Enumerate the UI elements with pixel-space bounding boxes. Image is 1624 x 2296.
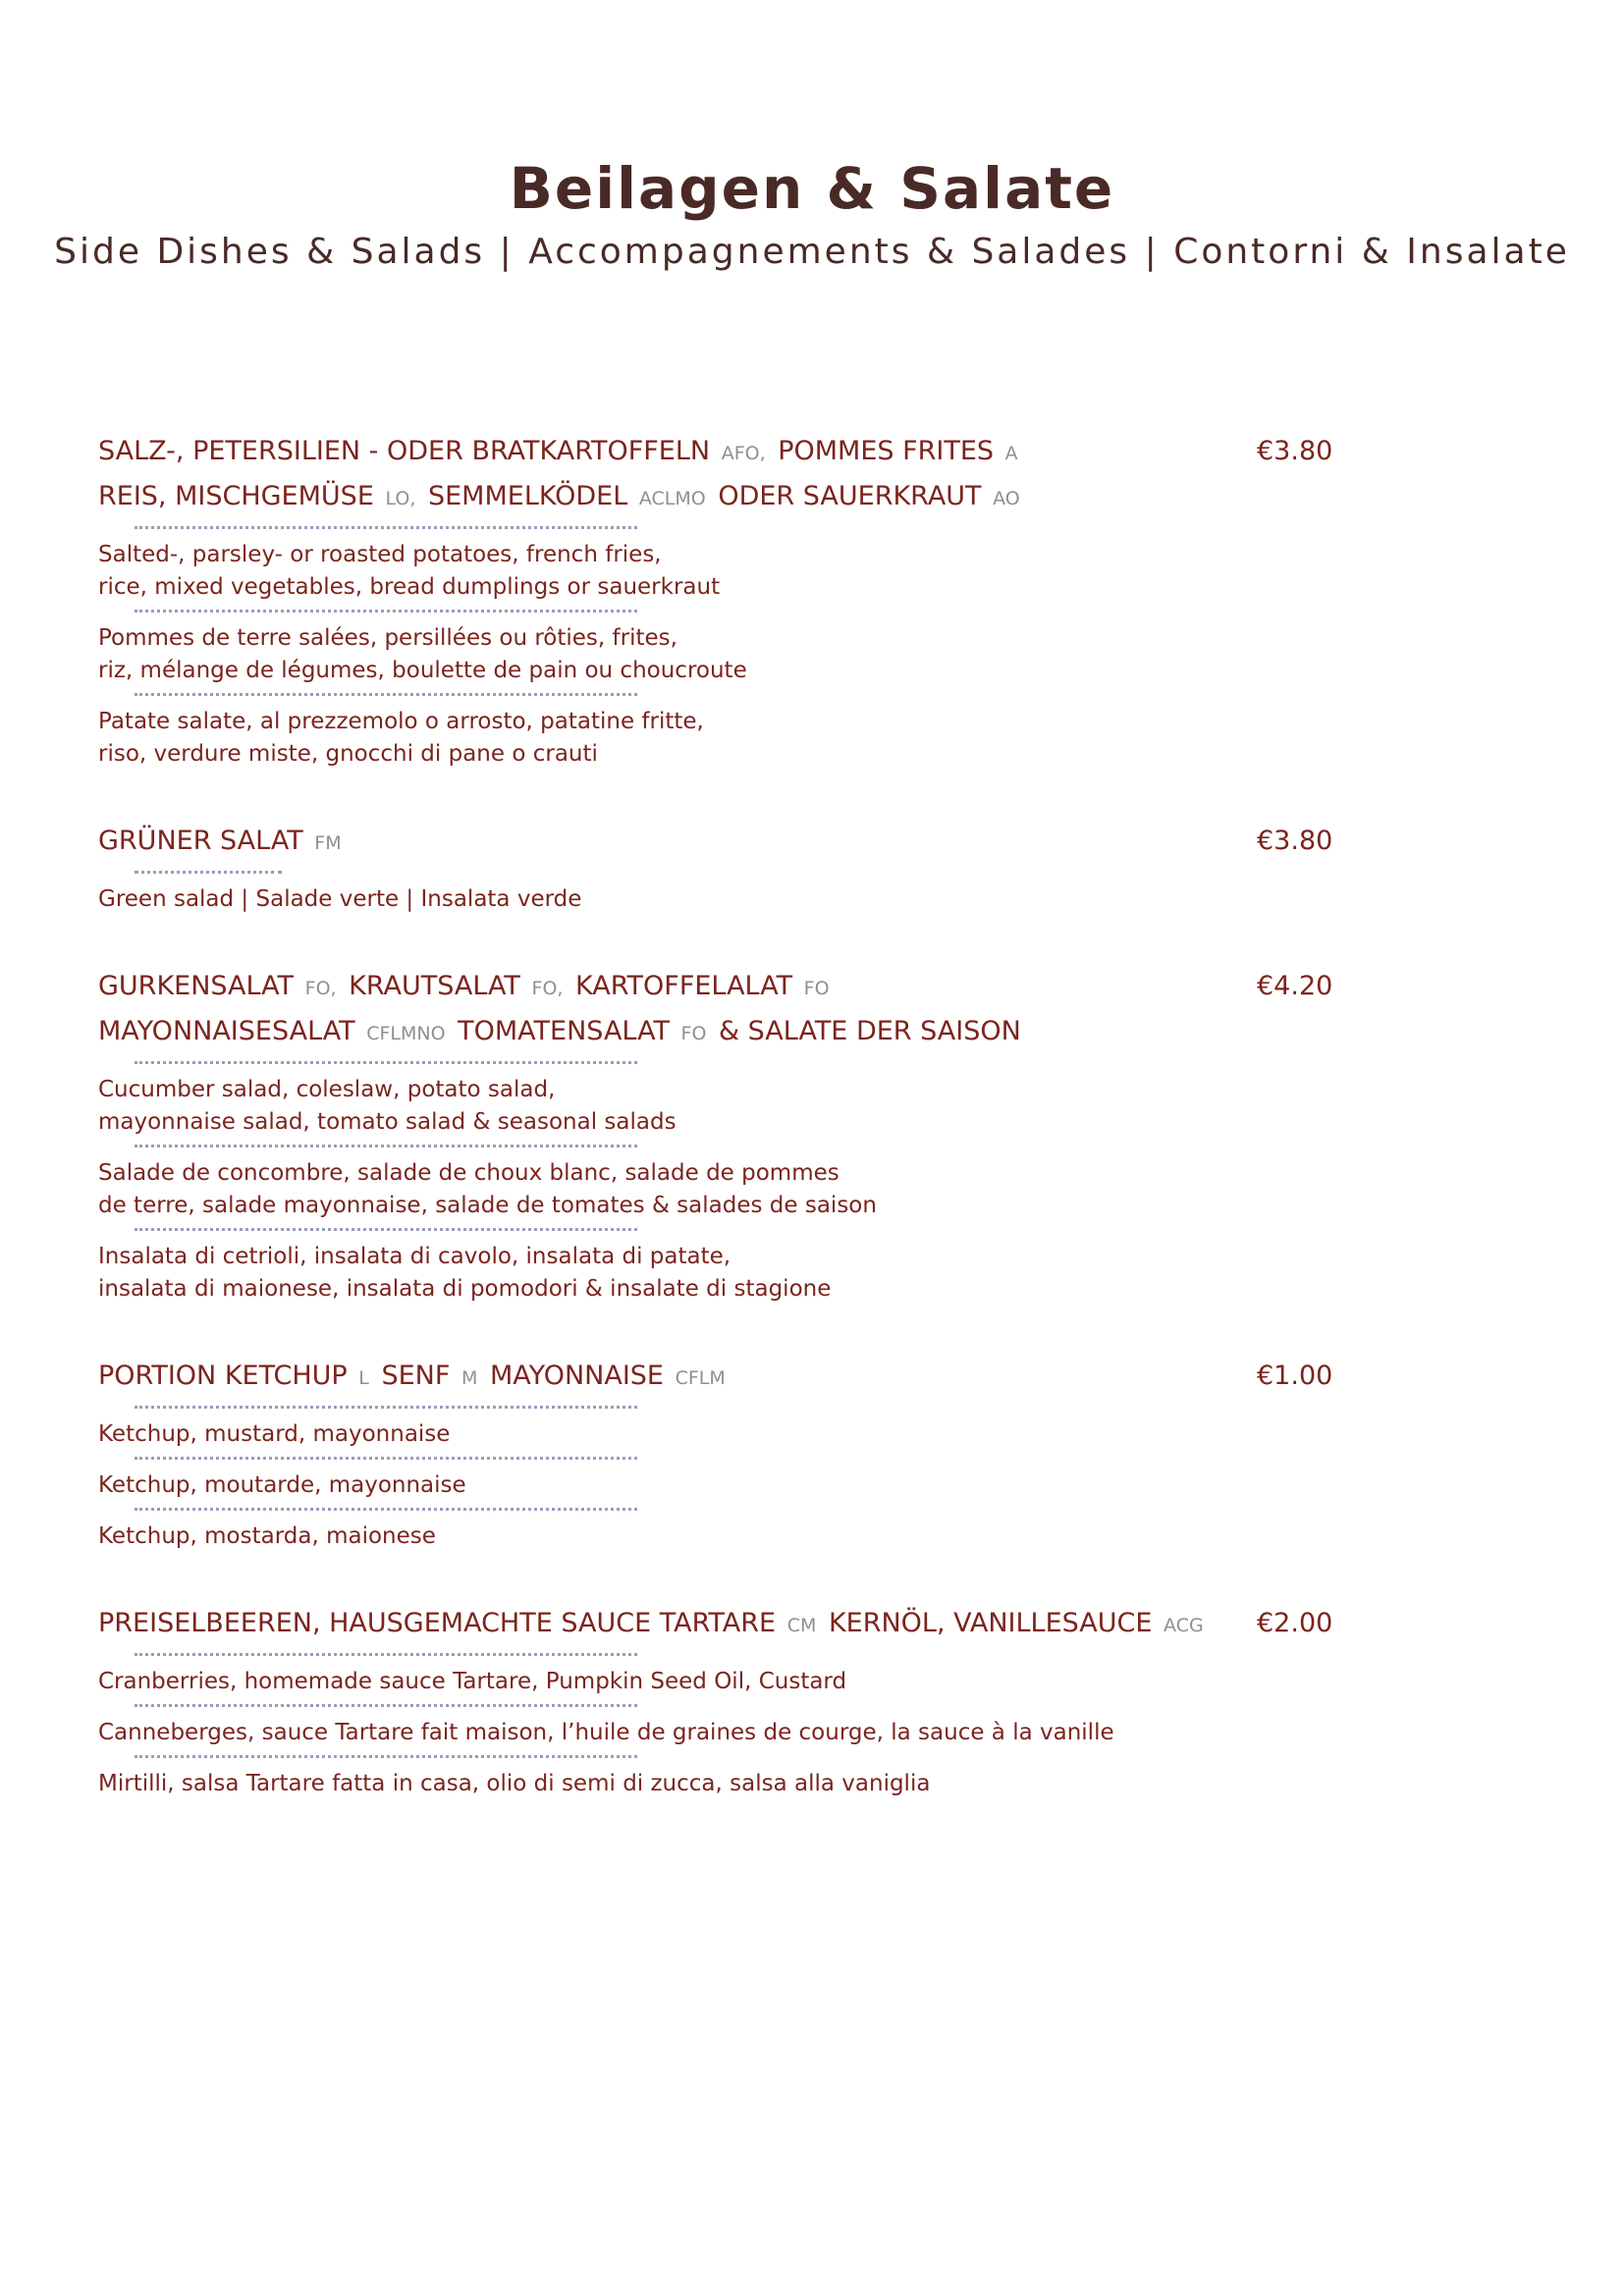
allergen-codes: FO, xyxy=(304,978,337,999)
dotted-divider xyxy=(135,1653,637,1656)
item-translation: Ketchup, mustard, mayonnaise xyxy=(98,1421,451,1447)
menu-item xyxy=(98,1355,1335,1553)
item-name-line xyxy=(98,1010,1159,1055)
item-translation: Salade de concombre, salade de choux blanc, salade de pommes xyxy=(98,1160,839,1186)
dotted-divider xyxy=(135,1755,637,1758)
dotted-divider xyxy=(135,693,637,696)
dotted-divider xyxy=(135,1228,637,1231)
dotted-divider xyxy=(135,1704,637,1707)
allergen-codes: CFLM xyxy=(675,1367,726,1389)
allergen-codes: CM xyxy=(786,1615,817,1636)
item-translation: Canneberges, sauce Tartare fait maison, l’huile de graines de courge, la sauce à la vanille xyxy=(98,1720,1114,1745)
item-name-line xyxy=(98,1602,1204,1647)
item-translation: Pommes de terre salées, persillées ou rôties, frites, xyxy=(98,625,677,651)
page-title: Beilagen & Salate xyxy=(509,155,1115,222)
item-name-text: POMMES FRITES xyxy=(778,436,995,466)
item-translation: Cranberries, homemade sauce Tartare, Pumpkin Seed Oil, Custard xyxy=(98,1669,847,1694)
allergen-codes: LO, xyxy=(385,488,416,509)
item-name-text: MAYONNAISESALAT xyxy=(98,1016,355,1046)
allergen-codes: AFO, xyxy=(721,443,766,464)
menu-item xyxy=(98,820,1335,916)
dotted-divider xyxy=(135,1508,637,1511)
allergen-codes: FO, xyxy=(531,978,564,999)
dotted-divider xyxy=(135,1061,637,1064)
item-translation: Ketchup, mostarda, maionese xyxy=(98,1523,436,1549)
item-translation: riso, verdure miste, gnocchi di pane o crauti xyxy=(98,741,598,767)
item-name-text: ODER SAUERKRAUT xyxy=(718,481,982,511)
item-name-line xyxy=(98,1355,1159,1400)
item-translation: insalata di maionese, insalata di pomodori & insalate di stagione xyxy=(98,1276,832,1302)
dotted-divider xyxy=(135,871,282,874)
allergen-codes: CFLMNO xyxy=(366,1023,446,1044)
item-price: €1.00 xyxy=(1257,1361,1333,1391)
item-translation: Salted-, parsley- or roasted potatoes, french fries, xyxy=(98,542,662,567)
item-translation: riz, mélange de légumes, boulette de pain ou choucroute xyxy=(98,658,747,683)
item-price: €2.00 xyxy=(1257,1608,1333,1638)
item-translation: Insalata di cetrioli, insalata di cavolo, insalata di patate, xyxy=(98,1244,731,1269)
dotted-divider xyxy=(135,1457,637,1460)
item-name-line xyxy=(98,475,1159,520)
item-price: €4.20 xyxy=(1257,971,1333,1001)
item-translation: Ketchup, moutarde, mayonnaise xyxy=(98,1472,466,1498)
item-name-text: SEMMELKÖDEL xyxy=(427,481,628,511)
page-subtitle: Side Dishes & Salads | Accompagnements & Salades | Contorni & Insalate xyxy=(54,232,1570,272)
item-translation: Mirtilli, salsa Tartare fatta in casa, olio di semi di zucca, salsa alla vaniglia xyxy=(98,1771,931,1796)
item-price: €3.80 xyxy=(1257,826,1333,856)
allergen-codes: AO xyxy=(993,488,1020,509)
allergen-codes: ACLMO xyxy=(638,488,706,509)
item-name-line xyxy=(98,430,1159,475)
menu-list xyxy=(98,430,1335,1849)
dotted-divider xyxy=(135,1406,637,1409)
item-name-text: TOMATENSALAT xyxy=(458,1016,670,1046)
item-name-text: KARTOFFELALAT xyxy=(575,971,793,1001)
item-name-text: KERNÖL, VANILLESAUCE xyxy=(828,1608,1153,1638)
allergen-codes: FO xyxy=(680,1023,707,1044)
item-translation: Cucumber salad, coleslaw, potato salad, xyxy=(98,1077,556,1102)
menu-item xyxy=(98,965,1335,1306)
item-name-text: GURKENSALAT xyxy=(98,971,295,1001)
menu-item xyxy=(98,1602,1335,1800)
item-translation: de terre, salade mayonnaise, salade de tomates & salades de saison xyxy=(98,1193,877,1218)
allergen-codes: FO xyxy=(803,978,830,999)
item-name-line xyxy=(98,820,1159,865)
item-name-text: GRÜNER SALAT xyxy=(98,826,303,856)
menu-item xyxy=(98,430,1335,771)
item-translation: rice, mixed vegetables, bread dumplings or sauerkraut xyxy=(98,574,721,600)
item-name-text: & SALATE DER SAISON xyxy=(719,1016,1021,1046)
item-translation: Green salad | Salade verte | Insalata verde xyxy=(98,886,582,912)
dotted-divider xyxy=(135,1145,637,1148)
allergen-codes: FM xyxy=(314,832,342,854)
item-name-text: PORTION KETCHUP xyxy=(98,1361,348,1391)
item-name-text: SENF xyxy=(381,1361,451,1391)
item-translation: Patate salate, al prezzemolo o arrosto, patatine fritte, xyxy=(98,709,704,734)
item-name-line xyxy=(98,965,1159,1010)
item-name-text: REIS, MISCHGEMÜSE xyxy=(98,481,374,511)
allergen-codes: L xyxy=(358,1367,369,1389)
item-translation: mayonnaise salad, tomato salad & seasonal salads xyxy=(98,1109,677,1135)
item-name-text: SALZ-, PETERSILIEN - ODER BRATKARTOFFELN xyxy=(98,436,711,466)
allergen-codes: A xyxy=(1004,443,1018,464)
allergen-codes: ACG xyxy=(1164,1615,1204,1636)
item-price: €3.80 xyxy=(1257,436,1333,466)
item-name-text: KRAUTSALAT xyxy=(349,971,520,1001)
item-name-text: PREISELBEEREN, HAUSGEMACHTE SAUCE TARTARE xyxy=(98,1608,777,1638)
dotted-divider xyxy=(135,526,637,529)
item-name-text: MAYONNAISE xyxy=(490,1361,664,1391)
dotted-divider xyxy=(135,610,637,613)
allergen-codes: M xyxy=(461,1367,478,1389)
